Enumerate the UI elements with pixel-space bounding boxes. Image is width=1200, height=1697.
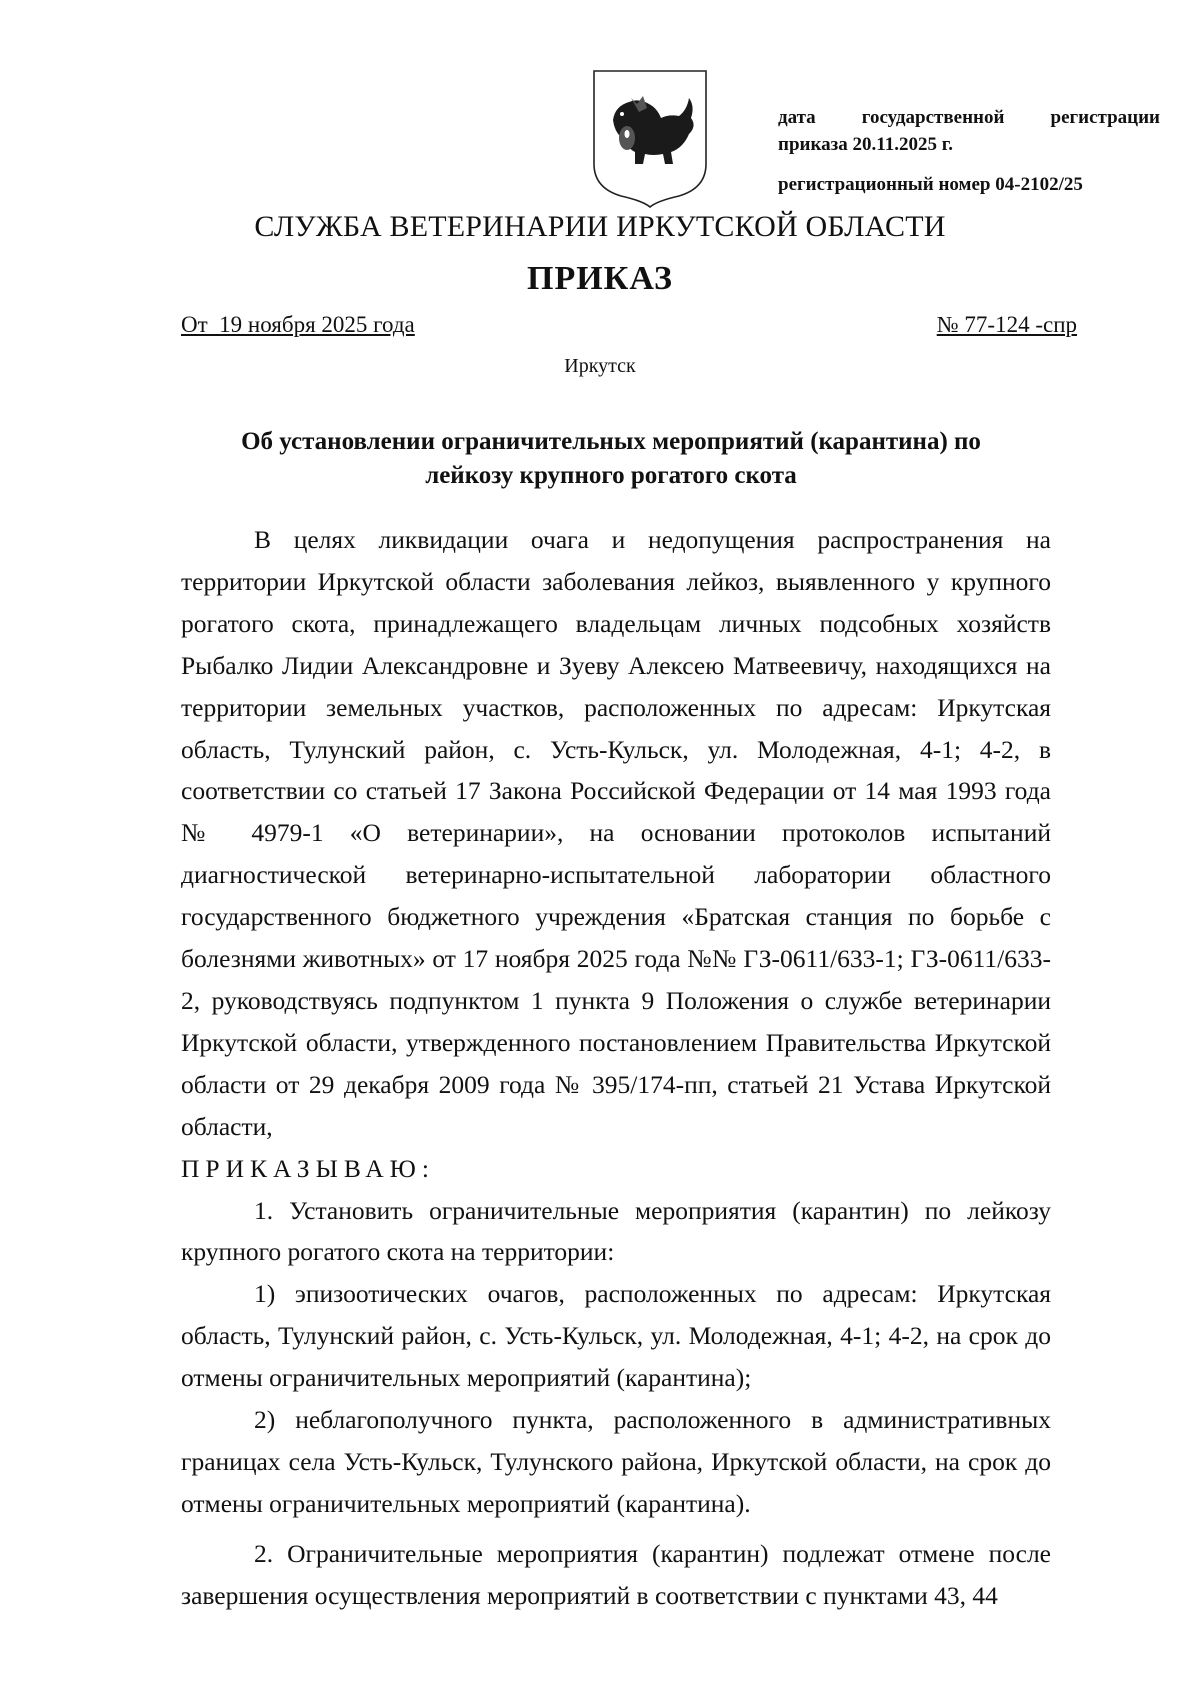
- coat-of-arms-emblem: [591, 68, 709, 208]
- registration-date: приказа 20.11.2025 г.: [778, 134, 953, 155]
- title-line: лейкозу крупного рогатого скота: [425, 462, 797, 489]
- registration-number: регистрационный номер 04-2102/25: [778, 174, 1083, 195]
- order-subitem-2: 2) неблагополучного пункта, расположенного в административных границах села Усть-Кульск, Тулунского района, Иркутской области, на срок до отмены ограничительных мероприятий (карантина).: [181, 1405, 1051, 1518]
- preamble-paragraph: В целях ликвидации очага и недопущения распространения на территории Иркутской области заболевания лейкоз, выявленного у крупного рогатого скота, принадлежащего владельцам личных подсобных хозяйств Рыбалко Лидии Александровне и Зуеву Алексею Матвеевичу, находящихся на территории земельных участков, расположенных по адресам: Иркутская область, Тулунский район, с. Усть-Кульск, ул. Молодежная, 4-1; 4-2, в соответствии со статьей 17 Закона Российской Федерации от 14 мая 1993 года № 4979-1 «О ветеринарии», на основании протоколов испытаний диагностической ветеринарно-испытательной лаборатории областного государственного бюджетного учреждения «Братская станция по борьбе с болезнями животных» от 17 ноября 2025 года №№ ГЗ-0611/633-1; ГЗ-0611/633-2, руководствуясь подпунктом 1 пункта 9 Положения о службе ветеринарии Иркутской области, утвержденного постановлением Правительства Иркутской области от 29 декабря 2009 года № 395/174-пп, статьей 21 Устава Иркутской области,: [181, 525, 1051, 1141]
- document-body: [181, 519, 1051, 1617]
- registration-line: дата государственной регистрации: [778, 107, 1160, 128]
- order-date: От 19 ноября 2025 года: [181, 312, 415, 337]
- title-line: Об установлении ограничительных мероприятий (карантина) по: [241, 428, 981, 455]
- order-item-1: 1. Установить ограничительные мероприятия (карантин) по лейкозу крупного рогатого скота на территории:: [181, 1195, 1051, 1267]
- document-type: ПРИКАЗ: [527, 260, 673, 297]
- order-subitem-1: 1) эпизоотических очагов, расположенных по адресам: Иркутская область, Тулунский район, с. Усть-Кульск, ул. Молодежная, 4-1; 4-2, на срок до отмены ограничительных мероприятий (карантина);: [181, 1279, 1051, 1393]
- order-word: ПРИКАЗЫВАЮ:: [181, 1153, 435, 1183]
- order-item-2: 2. Ограничительные мероприятия (карантин) подлежат отмене после завершения осуществления мероприятий в соответствии с пунктами 43, 44: [181, 1538, 1051, 1610]
- order-number: № 77-124 -спр: [936, 312, 1077, 337]
- agency-name: СЛУЖБА ВЕТЕРИНАРИИ ИРКУТСКОЙ ОБЛАСТИ: [254, 210, 946, 243]
- document-title: [181, 425, 1041, 493]
- registration-stamp: [778, 104, 1160, 199]
- city: Иркутск: [564, 355, 636, 377]
